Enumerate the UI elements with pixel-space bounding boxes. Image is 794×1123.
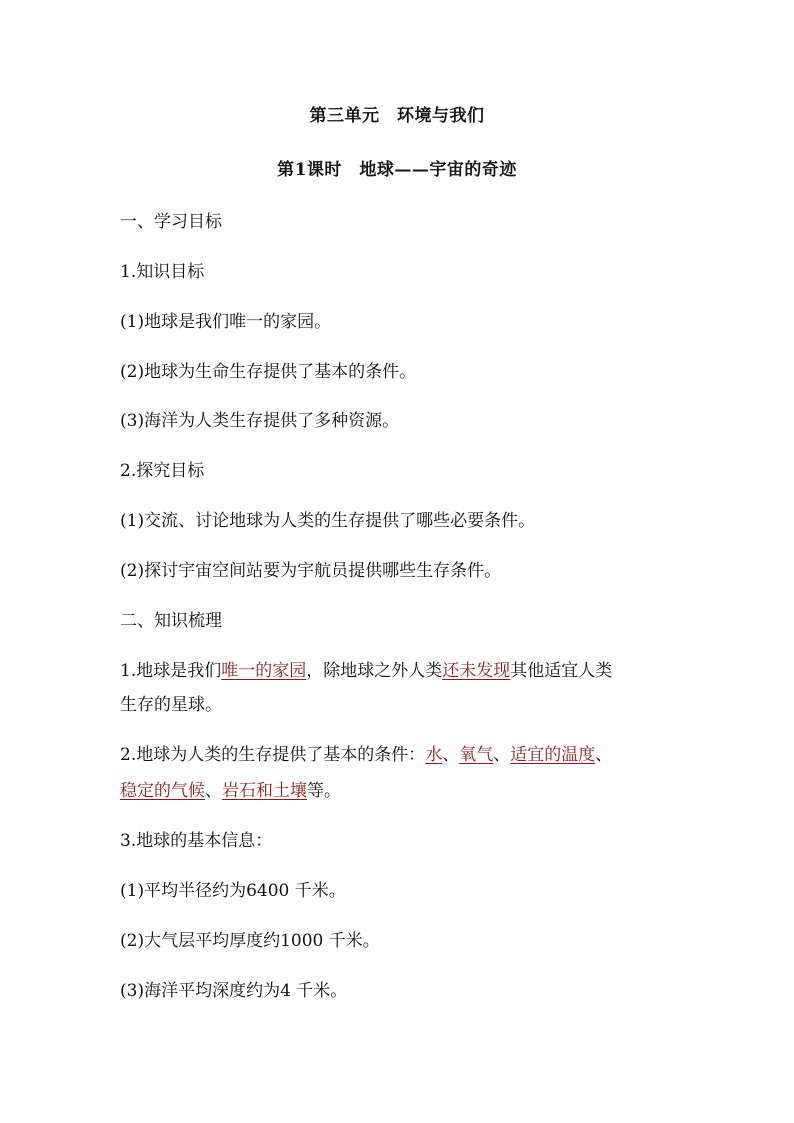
answer-blank: 还未发现: [442, 661, 511, 681]
earth-info-item: (2)大气层平均厚度约1000 千米。: [120, 931, 380, 951]
knowledge-point-2-continued: [120, 776, 341, 801]
knowledge-point-3: 3.地球的基本信息：: [120, 831, 273, 851]
knowledge-point-1-continued: 生存的星球。: [120, 695, 222, 715]
answer-blank: 氧气: [459, 745, 494, 765]
separator: 、: [595, 745, 613, 765]
text-segment: 其他适宜人类: [510, 661, 613, 681]
subheading-inquiry-goals: 2.探究目标: [120, 461, 205, 481]
goal-item: (2)地球为生命生存提供了基本的条件。: [120, 362, 417, 382]
separator: 、: [205, 781, 222, 801]
goal-item: (2)探讨宇宙空间站要为宇航员提供哪些生存条件。: [120, 561, 502, 581]
goal-item: (3)海洋为人类生存提供了多种资源。: [120, 411, 400, 431]
answer-blank: 稳定的气候: [120, 781, 205, 801]
answer-blank: 岩石和土壤: [222, 781, 307, 801]
earth-info-item: (1)平均半径约为6400 千米。: [120, 881, 346, 901]
text-segment: ，除地球之外人类: [306, 661, 443, 681]
answer-blank: 适宜的温度: [510, 745, 596, 765]
answer-blank: 水: [425, 745, 443, 765]
unit-title: 第三单元 环境与我们: [309, 106, 485, 126]
goal-item: (1)地球是我们唯一的家园。: [120, 312, 332, 332]
knowledge-point-2: [120, 740, 612, 765]
text-segment: 等。: [307, 781, 341, 801]
knowledge-point-1: [120, 656, 612, 681]
goal-item: (1)交流、讨论地球为人类的生存提供了哪些必要条件。: [120, 511, 536, 531]
earth-info-item: (3)海洋平均深度约为4 千米。: [120, 981, 348, 1001]
subheading-knowledge-goals: 1.知识目标: [120, 262, 205, 282]
text-segment: 2.地球为人类的生存提供了基本的条件：: [120, 745, 426, 765]
separator: 、: [493, 745, 511, 765]
section-heading-knowledge: 二、知识梳理: [120, 611, 222, 631]
text-segment: 1.地球是我们: [120, 661, 222, 681]
lesson-title: 第1课时 地球——宇宙的奇迹: [277, 160, 517, 180]
separator: 、: [442, 745, 460, 765]
answer-blank: 唯一的家园: [221, 661, 307, 681]
section-heading-goals: 一、学习目标: [120, 212, 222, 232]
